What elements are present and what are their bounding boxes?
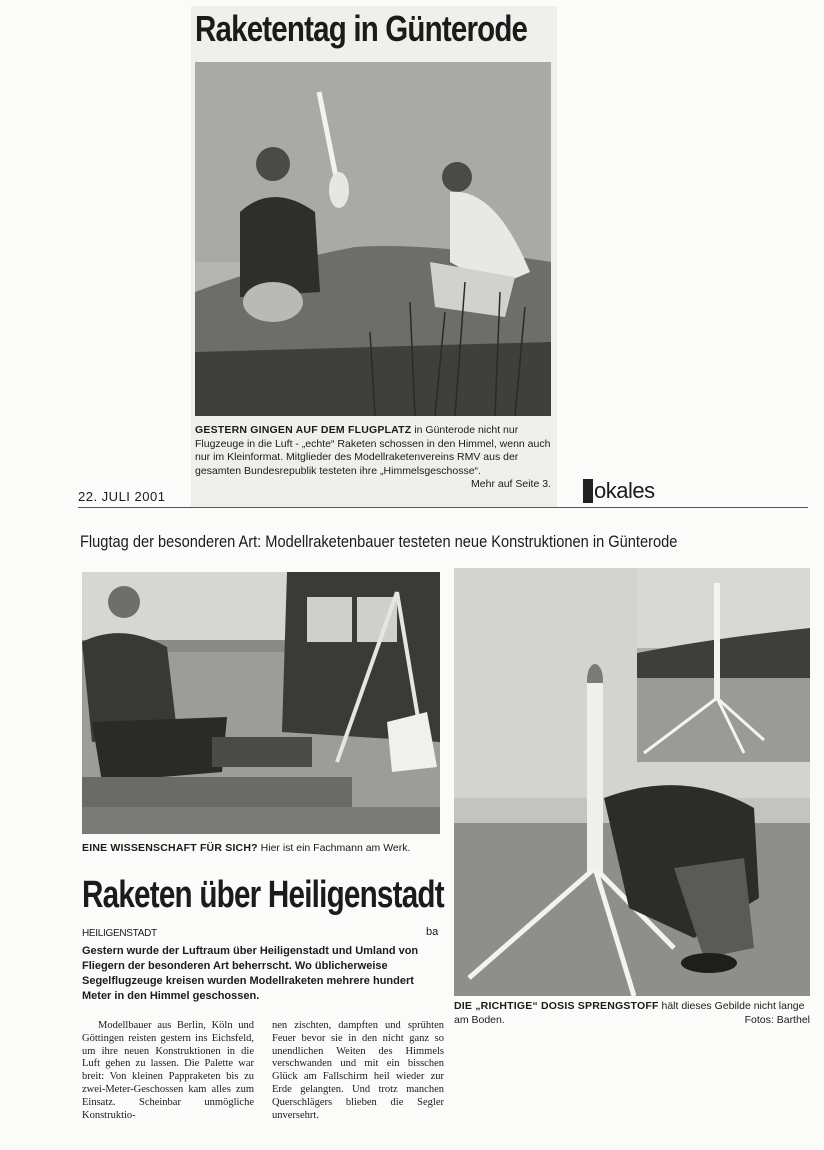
- dateline: HEILIGENSTADT: [82, 928, 157, 939]
- bottom-clipping: [78, 472, 808, 1148]
- author-initials: ba: [426, 926, 439, 938]
- article-body-col2: nen zischten, dampften und sprühten Feuer bevor sie in den nicht ganz so unendlichen Weiten des Himmels verschwanden und mit ein bisschen Glück am Fallschirm heil wieder zur Erde gelangten. Und trotz manchen Querschlägers blieben die Segler unversehrt.: [272, 1020, 444, 1121]
- header-rule: [78, 507, 808, 508]
- top-headline: Raketentag in Günterode: [195, 8, 528, 49]
- top-caption-more: Mehr auf Seite 3.: [471, 478, 551, 490]
- right-caption-text: hält dieses Gebilde nicht lange am Boden.: [454, 1000, 805, 1026]
- kicker-line: Flugtag der besonderen Art: Modellraketenbauer testeten neue Konstruktionen in Günterode: [80, 532, 678, 551]
- top-caption-lead: GESTERN GINGEN AUF DEM FLUGPLATZ: [195, 424, 412, 436]
- photo-rocket-builder-at-work: [82, 572, 440, 834]
- section-logo-text: okales: [594, 478, 655, 503]
- article-body-col1: Modellbauer aus Berlin, Köln und Göttingen reisten gestern ins Eichsfeld, um ihre neuen Konstruktionen in die Luft gehen zu lassen. Die Palette war breit: Von kleinen Pappraketen bis zu zwei-Meter-Geschossen kam alles zum Einsatz. Scheinbar unmögliche Konstruktio-: [82, 1020, 254, 1121]
- left-photo-caption: [82, 842, 440, 856]
- date-line: 22. JULI 2001: [78, 489, 166, 504]
- top-caption-text: in Günterode nicht nur Flugzeuge in die Luft - „echte“ Raketen schossen in den Himmel, wenn auch nur im Kleinformat. Mitglieder des Modellraketenvereins RMV aus der gesamten Bundesrepublik testeten ihre „Himmelsgeschosse“.: [195, 424, 551, 477]
- photo-rocket-on-launch-pad: [454, 568, 810, 996]
- photo-rocket-launch-two-men: [195, 62, 551, 416]
- top-clipping: [191, 6, 557, 508]
- section-logo-box: l: [583, 479, 593, 503]
- section-logo: [583, 478, 655, 504]
- right-caption-lead: DIE „RICHTIGE“ DOSIS SPRENGSTOFF: [454, 1000, 659, 1012]
- left-caption-lead: EINE WISSENSCHAFT FÜR SICH?: [82, 842, 258, 854]
- article-lead: Gestern wurde der Luftraum über Heiligenstadt und Umland von Fliegern der besonderen Art beherrscht. Wo üblicherweise Segelflugzeuge kreisen wurden Modellraketen mehrere hundert Meter in den Himmel geschossen.: [82, 945, 419, 1002]
- left-caption-text: Hier ist ein Fachmann am Werk.: [257, 842, 411, 854]
- main-headline: Raketen über Heiligenstadt: [82, 874, 444, 916]
- photo-credit: Fotos: Barthel: [744, 1014, 810, 1026]
